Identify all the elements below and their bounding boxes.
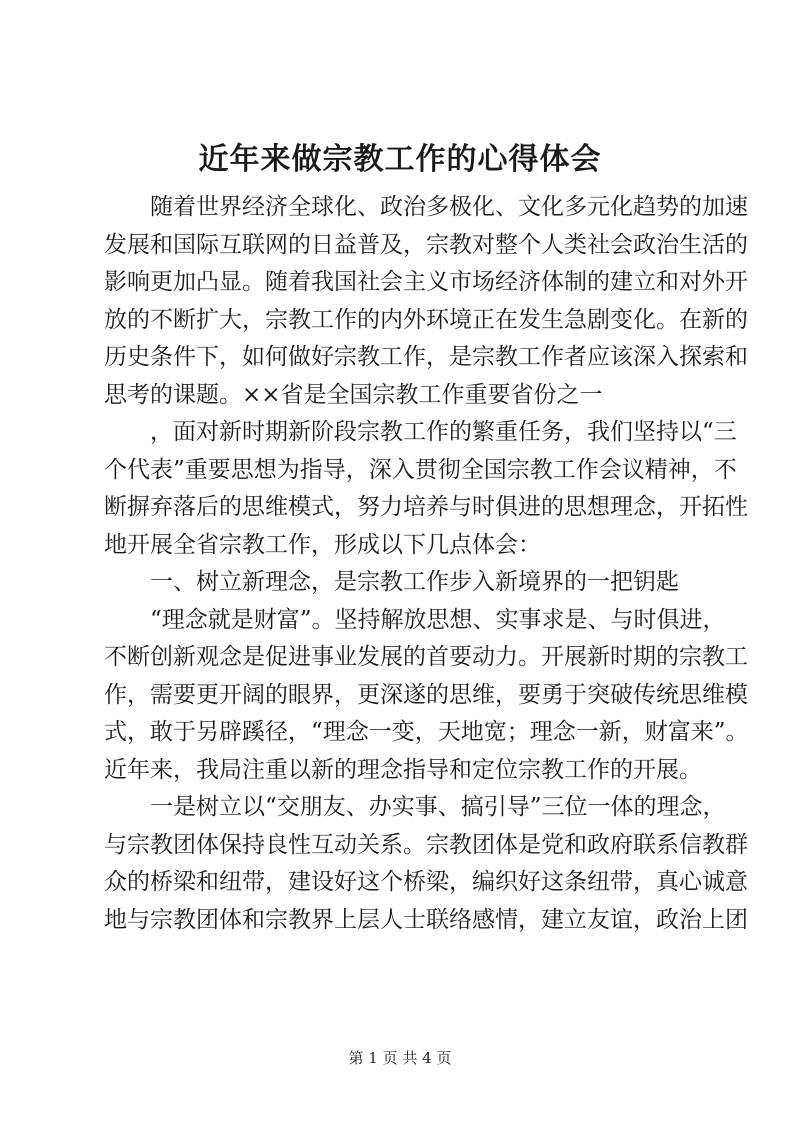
text-line: 影响更加凸显。随着我国社会主义市场经济体制的建立和对外开 — [104, 269, 748, 295]
section-heading: 一、树立新理念，是宗教工作步入新境界的一把钥匙 — [150, 569, 679, 595]
text-line: 个代表”重要思想为指导，深入贯彻全国宗教工作会议精神，不 — [104, 456, 737, 483]
document-title: 近年来做宗教工作的心得体会 — [198, 142, 602, 177]
text-line: 近年来，我局注重以新的理念指导和定位宗教工作的开展。 — [104, 756, 702, 783]
text-line: 式，敢于另辟蹊径，“理念一变，天地宽；理念一新，财富来”。 — [104, 719, 749, 745]
text-line: 随着世界经济全球化、政治多极化、文化多元化趋势的加速 — [150, 194, 748, 220]
text-line: 发展和国际互联网的日益普及，宗教对整个人类社会政治生活的 — [104, 231, 748, 258]
text-line: 作，需要更开阔的眼界，更深遂的思维，要勇于突破传统思维模 — [104, 681, 748, 708]
document-body — [104, 189, 749, 939]
text-line: 不断创新观念是促进事业发展的首要动力。开展新时期的宗教工 — [104, 644, 748, 670]
text-line: 地开展全省宗教工作，形成以下几点体会： — [104, 531, 541, 558]
text-line: ，面对新时期新阶段宗教工作的繁重任务，我们坚持以“三 — [150, 419, 737, 445]
text-line: 历史条件下，如何做好宗教工作，是宗教工作者应该深入探索和 — [104, 344, 748, 370]
text-line: “理念就是财富”。坚持解放思想、实事求是、与时俱进， — [150, 606, 726, 633]
text-line: 地与宗教团体和宗教界上层人士联络感情，建立友谊，政治上团 — [104, 906, 748, 933]
text-line: 放的不断扩大，宗教工作的内外环境正在发生急剧变化。在新的 — [104, 306, 748, 333]
text-line: 与宗教团体保持良性互动关系。宗教团体是党和政府联系信教群 — [104, 831, 748, 858]
text-line: 一是树立以“交朋友、办实事、搞引导”三位一体的理念， — [150, 794, 726, 820]
text-line: 众的桥梁和纽带，建设好这个桥梁，编织好这条纽带，真心诚意 — [104, 869, 748, 895]
text-line: 断摒弃落后的思维模式，努力培养与时俱进的思想理念，开拓性 — [104, 494, 748, 520]
text-line: 思考的课题。××省是全国宗教工作重要省份之一 — [104, 381, 603, 408]
page-number-footer: 第 1 页 共 4 页 — [348, 1049, 452, 1067]
